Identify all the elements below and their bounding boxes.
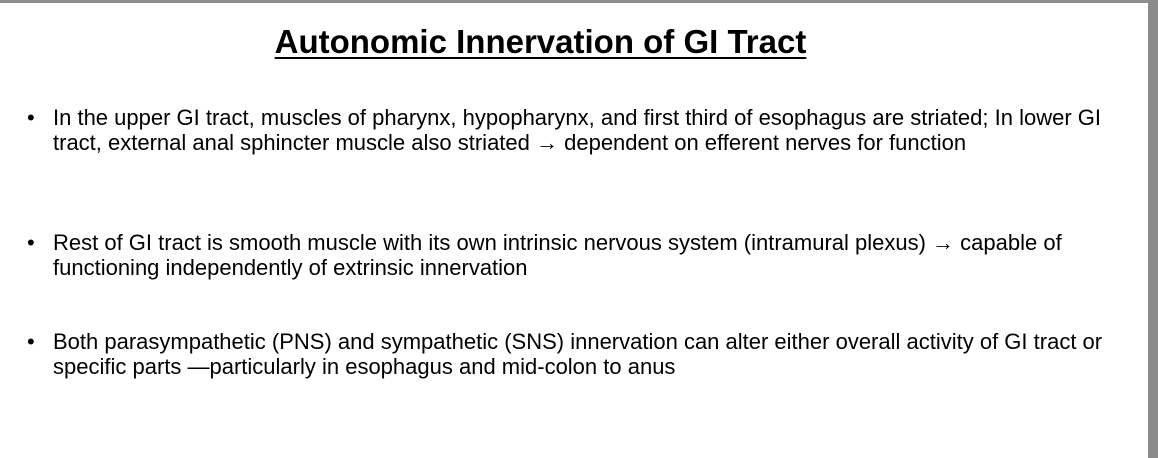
- bullet-text: In the upper GI tract, muscles of pharynx, hypopharynx, and first third of esophagus are striated; In lower GI tract, external anal sphincter muscle also striated → dependent on efferent nerves for function: [53, 105, 1101, 155]
- bullet-text: Both parasympathetic (PNS) and sympathetic (SNS) innervation can alter either overall activity of GI tract or specific parts —particularly in esophagus and mid-colon to anus: [53, 329, 1103, 379]
- bullet-dot-icon: •: [27, 329, 35, 354]
- slide-title: Autonomic Innervation of GI Tract: [274, 23, 807, 60]
- bullet-dot-icon: •: [27, 230, 35, 255]
- bullet-text: Rest of GI tract is smooth muscle with its own intrinsic nervous system (intramural plexus) → capable of functioning independently of extrinsic innervation: [53, 230, 1062, 280]
- slide: [0, 3, 1148, 458]
- bullet-dot-icon: •: [27, 105, 35, 130]
- window-right-border: [1148, 0, 1158, 458]
